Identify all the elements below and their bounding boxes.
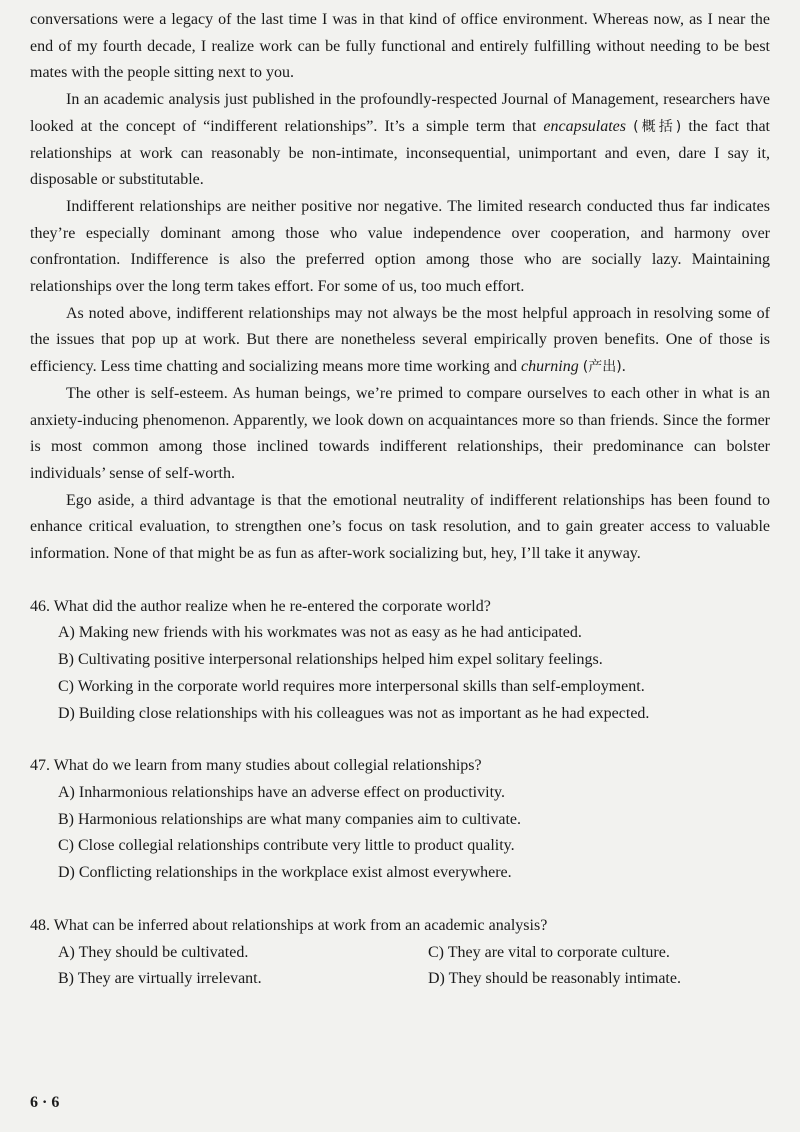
paragraph-2-text-b: the fact that relationships at work can reasonably be non-intimate, inconsequential, unimportant and even, dare I say it, disposable or substitutable. bbox=[30, 117, 770, 189]
paragraph-4-text-b: . bbox=[621, 358, 626, 376]
option-b[interactable]: B) Harmonious relationships are what many companies aim to cultivate. bbox=[58, 810, 521, 828]
page-number: 6 · 6 bbox=[30, 1094, 60, 1111]
question-48 bbox=[30, 913, 770, 993]
question-stem: 47. What do we learn from many studies about collegial relationships? bbox=[30, 757, 482, 775]
glossed-term-churning: churning bbox=[520, 358, 579, 376]
option-b[interactable]: B) Cultivating positive interpersonal relationships helped him expel solitary feelings. bbox=[58, 651, 603, 669]
option-a[interactable]: A) Making new friends with his workmates was not as easy as he had anticipated. bbox=[58, 624, 582, 642]
paragraph-4-text-a: As noted above, indifferent relationships may not always be the most helpful approach in resolving some of the issues that pop up at work. But there are nonetheless several empirically proven benefits. One of those is efficiency. Less time chatting and socializing means more time working and bbox=[30, 304, 770, 376]
question-list bbox=[30, 594, 770, 993]
paragraph-1: conversations were a legacy of the last time I was in that kind of office environment. Whereas now, as I near the end of my fourth decade, I realize work can be fully functional and entirely fulfilling without needing to be best mates with the people sitting next to you. bbox=[30, 11, 770, 82]
paragraph-6: Ego aside, a third advantage is that the emotional neutrality of indifferent relationships has been found to enhance critical evaluation, to strengthen one’s focus on task resolution, and to gain greater access to valuable information. None of that might be as fun as after-work socializing but, hey, I’ll take it anyway. bbox=[30, 491, 770, 563]
question-47 bbox=[30, 753, 770, 887]
option-c[interactable]: C) Working in the corporate world requires more interpersonal skills than self-employment. bbox=[58, 677, 645, 695]
question-46 bbox=[30, 594, 770, 728]
question-stem: 46. What did the author realize when he re-entered the corporate world? bbox=[30, 597, 491, 615]
option-a[interactable]: A) Inharmonious relationships have an adverse effect on productivity. bbox=[58, 783, 505, 801]
gloss-churning: (产出) bbox=[582, 359, 622, 376]
paragraph-2-text-a: In an academic analysis just published in the profoundly-respected Journal of Management, researchers have looked at the concept of “indifferent relationships”. It’s a simple term that bbox=[30, 91, 770, 135]
gloss-encapsulates: (概括) bbox=[633, 118, 682, 135]
option-b[interactable]: B) They are virtually irrelevant. bbox=[58, 970, 262, 988]
option-a[interactable]: A) They should be cultivated. bbox=[58, 943, 249, 961]
glossed-term-encapsulates: encapsulates bbox=[543, 117, 627, 135]
option-d[interactable]: D) They should be reasonably intimate. bbox=[428, 970, 681, 988]
option-list bbox=[30, 620, 770, 727]
option-list bbox=[30, 780, 770, 887]
paragraph-5: The other is self-esteem. As human beings, we’re primed to compare ourselves to each other in what is an anxiety-inducing phenomenon. Apparently, we look down on acquaintances more so than friends. Since the former is most common among those inclined towards indifferent relationships, their predominance can bolster individuals’ sense of self-worth. bbox=[30, 384, 770, 482]
option-c[interactable]: C) Close collegial relationships contribute very little to product quality. bbox=[58, 837, 515, 855]
reading-passage bbox=[30, 7, 770, 568]
option-d[interactable]: D) Building close relationships with his colleagues was not as important as he had expected. bbox=[58, 704, 650, 722]
option-d[interactable]: D) Conflicting relationships in the workplace exist almost everywhere. bbox=[58, 864, 512, 882]
paragraph-2 bbox=[30, 87, 770, 194]
option-grid bbox=[30, 940, 770, 993]
paragraph-3: Indifferent relationships are neither positive nor negative. The limited research conducted thus far indicates they’re especially dominant among those who value independence over cooperation, and harmony over confrontation. Indifference is also the preferred option among those who are socially lazy. Maintaining relationships over the long term takes effort. For some of us, too much effort. bbox=[30, 197, 770, 296]
paragraph-4 bbox=[30, 301, 770, 381]
option-c[interactable]: C) They are vital to corporate culture. bbox=[428, 943, 670, 961]
question-stem: 48. What can be inferred about relationships at work from an academic analysis? bbox=[30, 916, 548, 934]
